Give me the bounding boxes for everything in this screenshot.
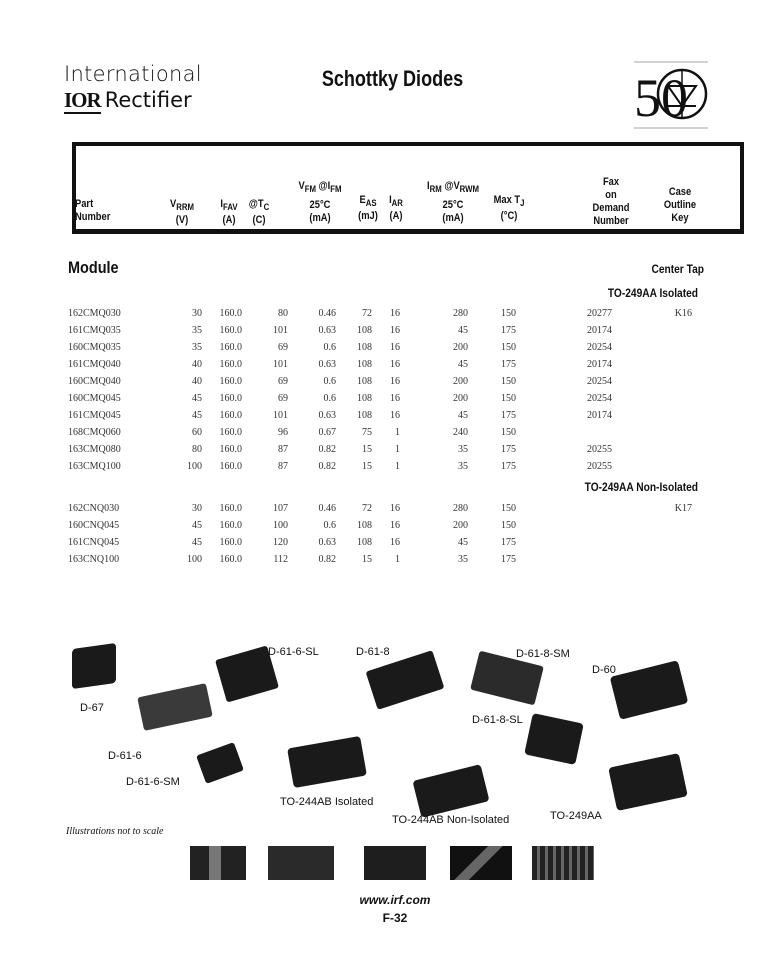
col-tc: $@T_C$ (C) <box>248 198 270 227</box>
cell-part-number: 161CMQ035 <box>68 325 121 336</box>
brand-name: International <box>64 62 202 86</box>
cell-vrrm: 60 <box>192 427 202 438</box>
thumbnail-1 <box>184 846 246 880</box>
cell-vfm: 0.46 <box>318 308 336 319</box>
cell-part-number: 162CMQ030 <box>68 308 121 319</box>
table-row <box>0 410 784 427</box>
cell-tc: 87 <box>278 461 288 472</box>
cell-eas: 72 <box>362 503 372 514</box>
cell-maxtj: 175 <box>501 554 516 565</box>
cell-maxtj: 150 <box>501 503 516 514</box>
package-d61-6-sm-image <box>196 742 244 784</box>
cell-ifav: 160.0 <box>219 520 242 531</box>
cell-iar: 1 <box>395 427 400 438</box>
cell-part-number: 161CMQ040 <box>68 359 121 370</box>
brand-logo-line <box>64 88 192 113</box>
cell-eas: 108 <box>357 393 372 404</box>
cell-tc: 120 <box>273 537 288 548</box>
label-d60: D-60 <box>592 664 616 676</box>
cell-eas: 108 <box>357 537 372 548</box>
cell-tc: 107 <box>273 503 288 514</box>
cell-vfm: 0.6 <box>323 376 336 387</box>
cell-fax: 20277 <box>587 308 612 319</box>
table-row <box>0 342 784 359</box>
cell-eas: 108 <box>357 376 372 387</box>
table-row <box>0 461 784 478</box>
cell-vrrm: 45 <box>192 520 202 531</box>
cell-tc: 69 <box>278 393 288 404</box>
package-d61-8-sl-image <box>524 713 584 765</box>
section-title: Module <box>68 258 119 277</box>
emblem-numeral: 50 <box>634 68 688 128</box>
cell-vrrm: 30 <box>192 503 202 514</box>
cell-fax: 20255 <box>587 461 612 472</box>
package-d61-6-image <box>137 683 213 731</box>
cell-iar: 16 <box>390 520 400 531</box>
cell-ifav: 160.0 <box>219 427 242 438</box>
illustrations-note: Illustrations not to scale <box>66 826 164 837</box>
cell-vrrm: 45 <box>192 410 202 421</box>
cell-maxtj: 175 <box>501 444 516 455</box>
cell-ifav: 160.0 <box>219 503 242 514</box>
table-row <box>0 359 784 376</box>
page-title: Schottky Diodes <box>321 66 464 91</box>
col-irm: $I_{RM}$ $@V_{RWM}$ 25°C (mA) <box>427 180 479 225</box>
thumbnail-3 <box>364 846 426 880</box>
cell-maxtj: 175 <box>501 359 516 370</box>
cell-eas: 72 <box>362 308 372 319</box>
cell-fax: 20255 <box>587 444 612 455</box>
cell-ifav: 160.0 <box>219 537 242 548</box>
cell-vfm: 0.82 <box>318 554 336 565</box>
cell-tc: 80 <box>278 308 288 319</box>
cell-iar: 1 <box>395 461 400 472</box>
brand-rectifier: Rectifier <box>104 88 192 112</box>
cell-eas: 108 <box>357 325 372 336</box>
cell-irm: 200 <box>453 520 468 531</box>
cell-iar: 16 <box>390 537 400 548</box>
cell-iar: 16 <box>390 308 400 319</box>
cell-eas: 75 <box>362 427 372 438</box>
thumbnail-2 <box>268 846 334 880</box>
package-d61-8-image <box>366 650 445 710</box>
cell-part-number: 161CMQ045 <box>68 410 121 421</box>
cell-iar: 16 <box>390 393 400 404</box>
cell-part-number: 161CNQ045 <box>68 537 120 548</box>
package-d67-image <box>72 643 116 689</box>
ior-logo: IOR <box>64 88 101 112</box>
cell-vrrm: 35 <box>192 342 202 353</box>
thumbnail-4 <box>450 846 512 880</box>
label-d61-8-sm: D-61-8-SM <box>516 648 570 660</box>
label-d61-6: D-61-6 <box>108 750 142 762</box>
cell-ifav: 160.0 <box>219 359 242 370</box>
cell-tc: 112 <box>273 554 288 565</box>
cell-vfm: 0.82 <box>318 444 336 455</box>
cell-maxtj: 175 <box>501 325 516 336</box>
cell-iar: 16 <box>390 376 400 387</box>
cell-case: K17 <box>674 503 692 514</box>
cell-tc: 101 <box>273 410 288 421</box>
cell-ifav: 160.0 <box>219 410 242 421</box>
label-to249aa: TO-249AA <box>550 810 602 822</box>
cell-vfm: 0.82 <box>318 461 336 472</box>
cell-tc: 101 <box>273 325 288 336</box>
col-eas: $E_{AS}$ (mJ) <box>358 194 378 223</box>
cell-tc: 100 <box>273 520 288 531</box>
col-fax: Fax on Demand Number <box>592 176 630 227</box>
cell-ifav: 160.0 <box>219 444 242 455</box>
cell-vfm: 0.63 <box>318 537 336 548</box>
table-row <box>0 427 784 444</box>
package-to249aa-image <box>608 753 688 811</box>
table-row <box>0 444 784 461</box>
cell-irm: 280 <box>453 503 468 514</box>
cell-fax: 20174 <box>587 325 612 336</box>
cell-fax: 20254 <box>587 393 612 404</box>
cell-ifav: 160.0 <box>219 393 242 404</box>
package-to244ab-noniso-image <box>412 764 489 818</box>
col-part-number: Part Number <box>75 198 111 223</box>
cell-eas: 108 <box>357 410 372 421</box>
cell-vrrm: 35 <box>192 325 202 336</box>
cell-tc: 101 <box>273 359 288 370</box>
cell-part-number: 163CNQ100 <box>68 554 120 565</box>
cell-fax: 20174 <box>587 359 612 370</box>
cell-irm: 35 <box>458 554 468 565</box>
cell-irm: 45 <box>458 537 468 548</box>
cell-vrrm: 45 <box>192 537 202 548</box>
cell-vrrm: 80 <box>192 444 202 455</box>
page-number: F-32 <box>382 911 408 925</box>
cell-ifav: 160.0 <box>219 461 242 472</box>
cell-maxtj: 150 <box>501 308 516 319</box>
cell-irm: 45 <box>458 359 468 370</box>
cell-irm: 240 <box>453 427 468 438</box>
cell-iar: 16 <box>390 325 400 336</box>
cell-maxtj: 175 <box>501 461 516 472</box>
cell-ifav: 160.0 <box>219 308 242 319</box>
cell-irm: 45 <box>458 325 468 336</box>
cell-iar: 16 <box>390 503 400 514</box>
package-d60-image <box>610 660 689 720</box>
cell-maxtj: 175 <box>501 410 516 421</box>
cell-part-number: 163CMQ100 <box>68 461 121 472</box>
col-iar: $I_{AR}$ (A) <box>389 194 403 223</box>
table-row <box>0 376 784 393</box>
cell-vrrm: 40 <box>192 376 202 387</box>
table-row <box>0 308 784 325</box>
cell-tc: 87 <box>278 444 288 455</box>
table-row <box>0 393 784 410</box>
cell-eas: 15 <box>362 461 372 472</box>
cell-eas: 108 <box>357 359 372 370</box>
cell-part-number: 160CMQ045 <box>68 393 121 404</box>
col-vfm: $V_{FM}$ $@I_{FM}$ 25°C (mA) <box>298 180 342 225</box>
cell-irm: 35 <box>458 461 468 472</box>
cell-maxtj: 175 <box>501 537 516 548</box>
cell-case: K16 <box>674 308 692 319</box>
cell-ifav: 160.0 <box>219 554 242 565</box>
cell-iar: 16 <box>390 342 400 353</box>
cell-part-number: 163CMQ080 <box>68 444 121 455</box>
cell-part-number: 168CMQ060 <box>68 427 121 438</box>
label-d61-6-sm: D-61-6-SM <box>126 776 180 788</box>
table-row <box>0 537 784 554</box>
col-maxtj: Max $T_J$ (°C) <box>493 194 525 223</box>
label-d61-6-sl: D-61-6-SL <box>268 646 319 658</box>
cell-irm: 35 <box>458 444 468 455</box>
section-subtitle: Center Tap <box>651 262 704 276</box>
col-ifav: $I_{FAV}$ (A) <box>220 198 238 227</box>
cell-part-number: 160CMQ040 <box>68 376 121 387</box>
cell-irm: 200 <box>453 376 468 387</box>
cell-vfm: 0.6 <box>323 520 336 531</box>
label-to244ab-noniso: TO-244AB Non-Isolated <box>392 814 510 826</box>
cell-fax: 20254 <box>587 376 612 387</box>
fifty-years-emblem <box>630 54 710 134</box>
cell-eas: 108 <box>357 520 372 531</box>
table-row <box>0 520 784 537</box>
cell-maxtj: 150 <box>501 427 516 438</box>
cell-eas: 15 <box>362 444 372 455</box>
cell-part-number: 162CNQ030 <box>68 503 120 514</box>
cell-irm: 280 <box>453 308 468 319</box>
package-to244ab-iso-image <box>287 736 367 788</box>
cell-vrrm: 40 <box>192 359 202 370</box>
group-nonisolated-label: TO-249AA Non-Isolated <box>584 480 698 494</box>
cell-fax: 20254 <box>587 342 612 353</box>
cell-eas: 108 <box>357 342 372 353</box>
thumbnail-5 <box>532 846 594 880</box>
cell-tc: 69 <box>278 376 288 387</box>
cell-vrrm: 100 <box>187 461 202 472</box>
cell-irm: 45 <box>458 410 468 421</box>
label-d61-8-sl: D-61-8-SL <box>472 714 523 726</box>
cell-tc: 96 <box>278 427 288 438</box>
cell-maxtj: 150 <box>501 520 516 531</box>
cell-ifav: 160.0 <box>219 376 242 387</box>
cell-tc: 69 <box>278 342 288 353</box>
col-vrrm: $V_{RRM}$ (V) <box>170 198 194 227</box>
cell-maxtj: 150 <box>501 342 516 353</box>
cell-iar: 16 <box>390 359 400 370</box>
cell-maxtj: 150 <box>501 393 516 404</box>
cell-vfm: 0.67 <box>318 427 336 438</box>
label-d61-8: D-61-8 <box>356 646 390 658</box>
group-isolated-label: TO-249AA Isolated <box>607 286 698 300</box>
cell-fax: 20174 <box>587 410 612 421</box>
cell-eas: 15 <box>362 554 372 565</box>
cell-ifav: 160.0 <box>219 325 242 336</box>
cell-irm: 200 <box>453 393 468 404</box>
cell-ifav: 160.0 <box>219 342 242 353</box>
cell-vfm: 0.6 <box>323 342 336 353</box>
cell-vfm: 0.46 <box>318 503 336 514</box>
cell-vfm: 0.63 <box>318 359 336 370</box>
cell-vfm: 0.63 <box>318 325 336 336</box>
cell-iar: 1 <box>395 554 400 565</box>
cell-part-number: 160CNQ045 <box>68 520 120 531</box>
table-row <box>0 554 784 571</box>
cell-vfm: 0.6 <box>323 393 336 404</box>
cell-vrrm: 30 <box>192 308 202 319</box>
cell-iar: 16 <box>390 410 400 421</box>
cell-maxtj: 150 <box>501 376 516 387</box>
table-row <box>0 503 784 520</box>
cell-part-number: 160CMQ035 <box>68 342 121 353</box>
col-case-outline: Case Outline Key <box>663 186 697 224</box>
cell-vrrm: 45 <box>192 393 202 404</box>
table-row <box>0 325 784 342</box>
cell-irm: 200 <box>453 342 468 353</box>
label-d67: D-67 <box>80 702 104 714</box>
cell-vrrm: 100 <box>187 554 202 565</box>
label-to244ab-iso: TO-244AB Isolated <box>280 796 374 808</box>
footer-url[interactable]: www.irf.com <box>359 893 431 907</box>
cell-iar: 1 <box>395 444 400 455</box>
cell-vfm: 0.63 <box>318 410 336 421</box>
